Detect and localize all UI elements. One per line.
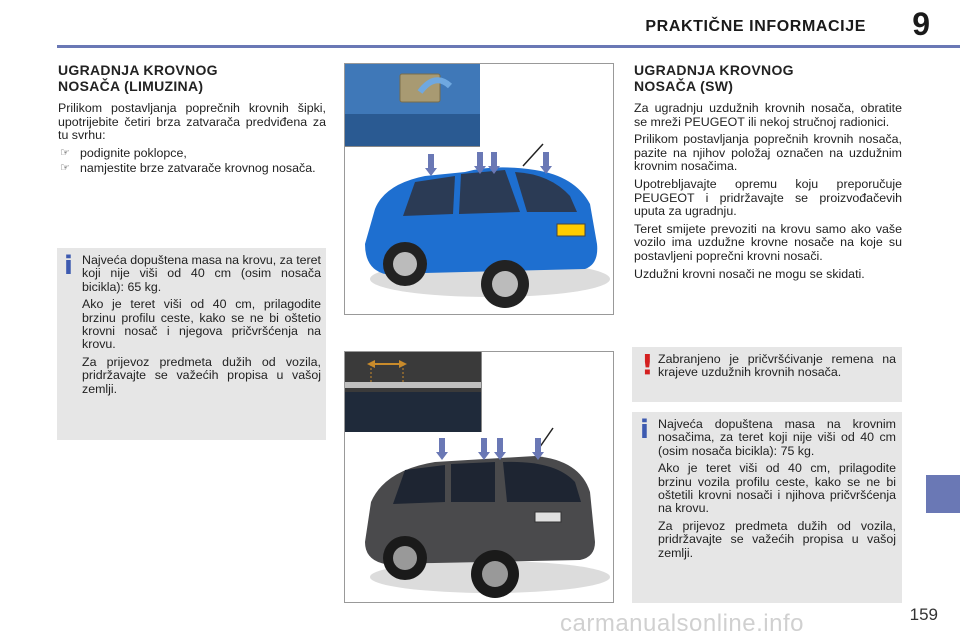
roof-rack-limuzina-image: [344, 63, 614, 315]
info-text-sw: Najveća dopuštena masa na krovnim nosačima, za teret koji nije viši od 40 cm (osim nosača bicikla): 75 kg. Ako je teret viši od 40 cm, prilagodite brzinu vozila profilu ceste, kako se ne bi oštetili krovni nosači i njihova pričvršćenja na krovu. Za prijevoz predmeta dužih od vozila, pridržavajte se važećih propisa u vašoj zemlji.: [658, 417, 896, 560]
warning-text: Zabranjeno je pričvršćivanje remena na krajeve uzdužnih krovnih nosača.: [658, 352, 896, 380]
page-header-title: PRAKTIČNE INFORMACIJE: [645, 18, 866, 35]
paragraph: Upotrebljavajte opremu koju preporučuje PEUGEOT i pridržavajte se proizvođačevih uputa za ugradnju.: [634, 176, 902, 219]
roof-rack-sw-image: [344, 351, 614, 603]
bullet-icon: ☞: [60, 146, 70, 159]
chapter-number: 9: [912, 6, 930, 42]
paragraph: Teret smijete prevoziti na krovu samo ako vaše vozilo ima uzdužne krovne nosače na koje su postavljeni poprečni krovni nosači.: [634, 221, 902, 263]
right-heading: [634, 62, 902, 94]
left-heading-line-2: NOSAČA (LIMUZINA): [58, 78, 204, 94]
list-item: ☞ namjestite brze zatvarače krovnog nosača.: [60, 161, 316, 176]
page-number: 159: [909, 605, 938, 624]
info-icon: i: [64, 251, 73, 281]
bullet-icon: ☞: [60, 162, 70, 175]
left-intro: Prilikom postavljanja poprečnih krovnih šipki, upotrijebite četiri brza zatvarača predviđena za tu svrhu:: [58, 101, 326, 143]
info-icon: i: [640, 415, 649, 445]
warning-icon: !: [641, 348, 654, 381]
left-heading-line-1: UGRADNJA KROVNOG: [58, 62, 218, 78]
chapter-tab: [926, 475, 960, 513]
left-column: [58, 62, 326, 178]
info-text-limuzina: Najveća dopuštena masa na krovu, za teret koji nije viši od 40 cm (osim nosača bicikla): 65 kg. Ako je teret viši od 40 cm, prilagodite brzinu profilu ceste, kako se ne bi oštetio krovni nosač i njegova pričvršćenja na krovu. Za prijevoz predmeta dužih od vozila, pridržavajte se važećih propisa u vašoj zemlji.: [82, 253, 321, 396]
paragraph: Za ugradnju uzdužnih krovnih nosača, obratite se mreži PEUGEOT ili nekoj stručnoj radionici.: [634, 101, 902, 129]
right-heading-line-1: UGRADNJA KROVNOG: [634, 62, 794, 78]
right-heading-line-2: NOSAČA (SW): [634, 78, 734, 94]
header-rule: [57, 45, 960, 48]
watermark: carmanualsonline.info: [560, 610, 804, 637]
right-column: [634, 62, 902, 285]
paragraph: Prilikom postavljanja poprečnih krovnih nosača, pazite na njihov položaj označen na uzdužnim krovnim nosačima.: [634, 132, 902, 174]
left-heading: [58, 62, 326, 94]
list-item: ☞ podignite poklopce,: [60, 145, 187, 160]
paragraph: Uzdužni krovni nosači ne mogu se skidati.: [634, 266, 865, 281]
